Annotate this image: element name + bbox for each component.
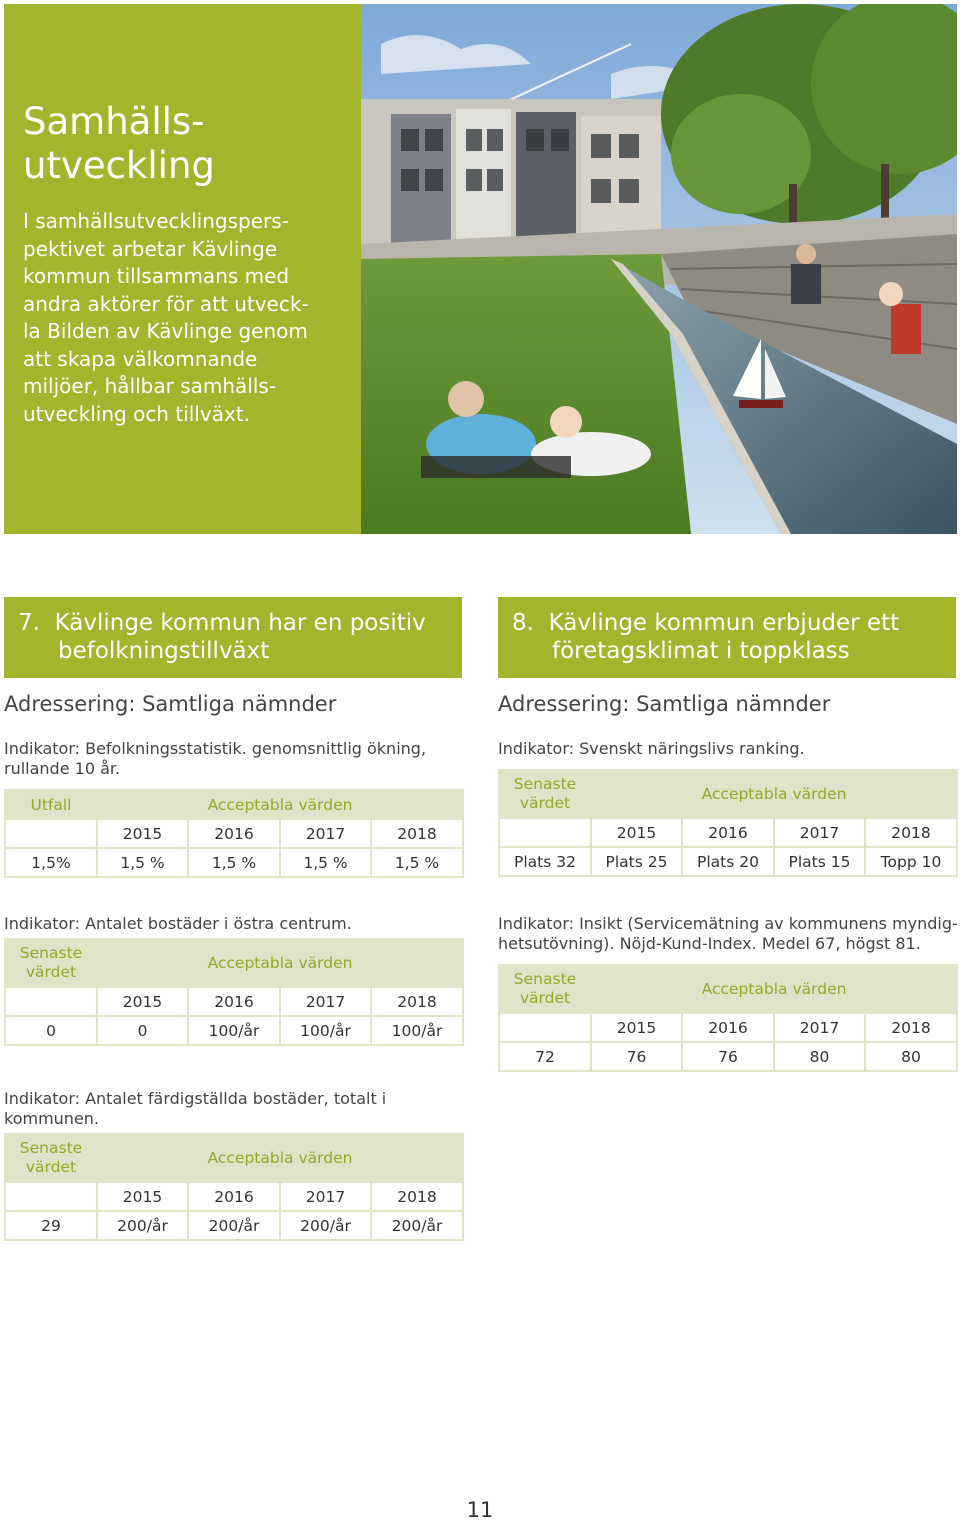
value-cell: 76 [682,1042,774,1071]
value-cell: 100/år [371,1016,463,1045]
latest-header [499,770,591,818]
indicator-line: Indikator: Svenskt näringslivs ranking. [498,739,805,758]
goal-8-indicator [498,739,805,759]
title-line: utveckling [23,144,215,187]
year-cell: 2017 [280,1182,371,1211]
acceptable-header: Acceptabla värden [97,790,463,819]
goal-7-addressing: Adressering: Samtliga nämnder [4,692,337,716]
goal-7-title-line: befolkningstillväxt [58,638,270,664]
year-cell: 2016 [682,1013,774,1042]
goal-7-number: 7. [18,610,40,636]
goal-7-indicator [4,739,426,779]
value-cell: Plats 15 [774,847,865,876]
acceptable-header: Acceptabla värden [97,939,463,987]
year-cell: 2015 [591,818,682,847]
indicator-line: Indikator: Befolkningsstatistik. genomsnittlig ökning, [4,739,427,758]
goal-8-title-line [512,609,946,637]
value-cell: 76 [591,1042,682,1071]
empty-cell [499,818,591,847]
year-cell: 2016 [188,1182,280,1211]
housing-indicator [4,914,352,934]
intro-line: miljöer, hållbar samhälls- [23,374,277,398]
page-title [23,100,343,188]
goal-8-addressing: Adressering: Samtliga nämnder [498,692,831,716]
intro-line: att skapa välkomnande [23,346,258,371]
latest-value: 72 [499,1042,591,1071]
header-line: Senaste [19,944,83,962]
year-cell: 2017 [774,1013,865,1042]
header-line: Senaste [19,1139,83,1157]
latest-header: Utfall [5,790,97,819]
intro-line: kommun tillsammans med [23,264,290,288]
year-cell: 2015 [97,819,188,848]
goal-8-title-text: Kävlinge kommun erbjuder ett [548,610,900,636]
goal-8-title-line: företagsklimat i toppklass [552,638,850,664]
table-header-row [5,939,463,987]
nki-indicator [498,914,958,954]
goal-7-table [4,789,464,878]
table-header-row [499,965,957,1013]
value-row [499,1042,957,1071]
goal-8-table [498,769,958,877]
indicator-line: Indikator: Antalet färdigställda bostäder, totalt i [4,1089,387,1108]
year-cell: 2018 [865,818,957,847]
value-cell: Topp 10 [865,847,957,876]
indicator-line: Indikator: Antalet bostäder i östra centrum. [4,914,352,933]
latest-header [499,965,591,1013]
year-cell: 2017 [280,987,371,1016]
year-cell: 2018 [371,987,463,1016]
page-number: 11 [466,1498,494,1522]
goal-8-header [498,597,956,678]
intro-line: utveckling och tillväxt. [23,401,250,426]
value-cell: Plats 20 [682,847,774,876]
intro-paragraph [23,208,343,428]
value-cell: 100/år [280,1016,371,1045]
intro-line: andra aktörer för att utveck- [23,291,309,316]
empty-cell [5,1182,97,1211]
goal-7-title-text: Kävlinge kommun har en positiv [54,610,426,636]
table-header-row [5,790,463,819]
year-cell: 2016 [188,987,280,1016]
value-cell: 0 [97,1016,188,1045]
value-cell: 200/år [371,1211,463,1240]
year-cell: 2015 [97,1182,188,1211]
value-cell: Plats 25 [591,847,682,876]
year-cell: 2017 [774,818,865,847]
year-row [5,1182,463,1211]
completed-indicator [4,1089,386,1129]
acceptable-header: Acceptabla värden [591,770,957,818]
year-cell: 2015 [591,1013,682,1042]
table-header-row [499,770,957,818]
empty-cell [5,987,97,1016]
housing-table [4,938,464,1046]
intro-line: I samhällsutvecklingspers- [23,209,289,233]
goal-8-number: 8. [512,610,534,636]
empty-cell [499,1013,591,1042]
latest-value: Plats 32 [499,847,591,876]
empty-cell [5,819,97,848]
value-row [5,1211,463,1240]
title-line: Samhälls- [23,100,205,143]
value-cell: 200/år [280,1211,371,1240]
value-row [5,848,463,877]
year-cell: 2018 [371,1182,463,1211]
acceptable-header: Acceptabla värden [97,1134,463,1182]
header-line: värdet [25,1158,77,1176]
value-cell: 1,5 % [97,848,188,877]
value-cell: 80 [774,1042,865,1071]
value-cell: 1,5 % [188,848,280,877]
acceptable-header: Acceptabla värden [591,965,957,1013]
latest-value: 29 [5,1211,97,1240]
indicator-line: Indikator: Insikt (Servicemätning av kommunens myndig- [498,914,958,933]
value-cell: 80 [865,1042,957,1071]
value-cell: 1,5 % [280,848,371,877]
latest-header [5,939,97,987]
year-row [499,1013,957,1042]
year-cell: 2018 [371,819,463,848]
header-line: värdet [25,963,77,981]
year-row [5,987,463,1016]
year-cell: 2015 [97,987,188,1016]
latest-value: 0 [5,1016,97,1045]
value-cell: 200/år [188,1211,280,1240]
value-cell: 1,5 % [371,848,463,877]
header-line: Senaste [513,970,577,988]
indicator-line: hetsutövning). Nöjd-Kund-Index. Medel 67, högst 81. [498,934,921,953]
completed-table [4,1133,464,1241]
hero-text-panel [4,4,361,534]
nki-table [498,964,958,1072]
indicator-line: kommunen. [4,1109,100,1128]
intro-line: la Bilden av Kävlinge genom [23,319,308,343]
year-cell: 2016 [682,818,774,847]
latest-value: 1,5% [5,848,97,877]
header-line: värdet [519,794,571,812]
goal-7-title-line [18,609,452,637]
year-row [5,819,463,848]
header-line: värdet [519,989,571,1007]
value-cell: 200/år [97,1211,188,1240]
year-cell: 2017 [280,819,371,848]
year-row [499,818,957,847]
value-row [499,847,957,876]
year-cell: 2016 [188,819,280,848]
value-cell: 100/år [188,1016,280,1045]
header-line: Senaste [513,775,577,793]
indicator-line: rullande 10 år. [4,759,121,778]
town-square-photo [361,4,957,534]
intro-line: pektivet arbetar Kävlinge [23,236,278,261]
goal-7-header [4,597,462,678]
latest-header [5,1134,97,1182]
value-row [5,1016,463,1045]
year-cell: 2018 [865,1013,957,1042]
table-header-row [5,1134,463,1182]
